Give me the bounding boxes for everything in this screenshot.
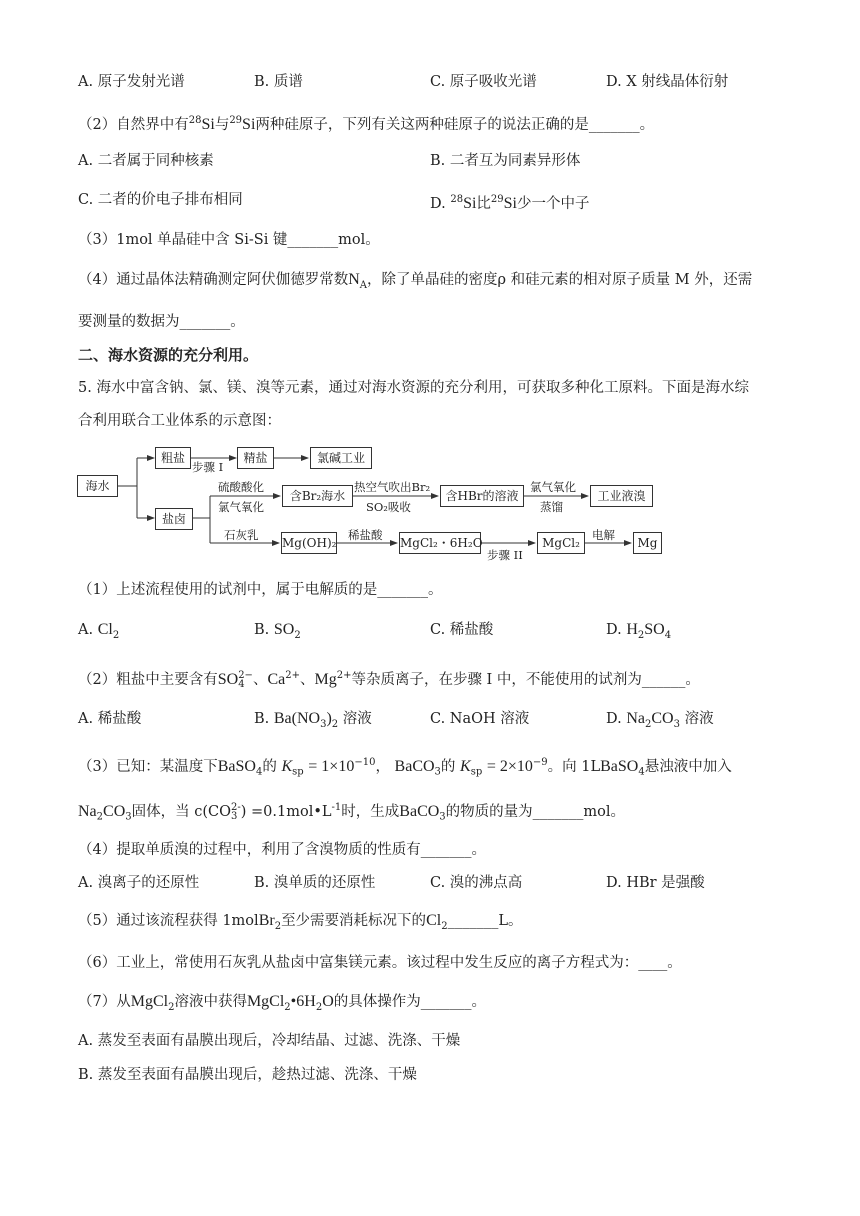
option-b: B. 溴单质的还原性	[254, 875, 376, 891]
box-seawater: 海水	[77, 475, 118, 497]
option-b: B. $SO_2$	[254, 621, 301, 641]
option-d: D. X 射线晶体衍射	[606, 74, 729, 90]
option-c: C. 稀盐酸	[430, 622, 494, 638]
option-d: D. HBr 是强酸	[606, 875, 705, 891]
box-mgcl2-hydrate: MgCl₂・6H₂O	[399, 532, 481, 554]
option-c: C. 溴的沸点高	[430, 875, 523, 891]
box-chlor-alkali: 氯碱工业	[310, 447, 372, 469]
label-distill: 蒸馏	[540, 500, 563, 514]
sub-7: （7）从MgCl$_2$溶液中获得$MgCl_2•6H_2O$的具体操作为_______。	[78, 993, 487, 1013]
box-brine: 盐卤	[155, 508, 193, 530]
box-mg: Mg	[633, 532, 662, 554]
option-a: A. 二者属于同种核素	[78, 153, 214, 169]
option-a: A. $Cl_2$	[78, 621, 120, 641]
sub-3: （3）已知：某温度下BaSO$_4$的 $K_{sp} = 1\times 10^{-10}$， BaCO$_3$的 $K_{sp} = 2\times 10^{-9}$。向 1LBaSO$_4$悬浊液中加入	[78, 757, 732, 778]
label-dilute-hcl: 稀盐酸	[348, 528, 383, 542]
label-hot-air: 热空气吹出Br₂	[354, 480, 431, 494]
option-b: B. 蒸发至表面有晶膜出现后，趁热过滤、洗涤、干燥	[78, 1067, 417, 1083]
sub-2: （2）粗盐中主要含有SO 2− 4 、$Ca^{2+}$、$Mg^{2+}$等杂质离子，在步骤 I 中，不能使用的试剂为______。	[78, 669, 700, 690]
label-chlorine-oxidize: 氯气氧化	[218, 500, 264, 514]
sub-3-cont: $Na_2CO_3$固体，当 c(CO 2- 3 ) $=0.1mol•L^{-1}$时，生成BaCO$_3$的物质的量为_______mol。	[78, 801, 626, 823]
option-c: C. 原子吸收光谱	[430, 74, 537, 90]
label-step2: 步骤 II	[487, 548, 523, 562]
box-br2-seawater: 含Br₂海水	[282, 485, 353, 507]
option-a: A. 原子发射光谱	[78, 74, 185, 90]
question-4-cont: 要测量的数据为_______。	[78, 314, 245, 330]
sub-4: （4）提取单质溴的过程中，利用了含溴物质的性质有_______。	[78, 842, 486, 858]
sub-1: （1）上述流程使用的试剂中，属于电解质的是_______。	[78, 582, 443, 598]
section-title: 二、海水资源的充分利用。	[78, 346, 259, 364]
option-d: D. $Na_2CO_3$ 溶液	[606, 710, 714, 730]
box-refined-salt: 精盐	[237, 447, 274, 469]
question-2: （2）自然界中有$^{28}$Si与$^{29}$Si两种硅原子，下列有关这两种硅原子的说法正确的是_______。	[78, 115, 655, 133]
q5-intro: 5. 海水中富含钠、氯、镁、溴等元素，通过对海水资源的充分利用，可获取多种化工原料。下面是海水综	[78, 380, 749, 396]
option-d: D. $^{28}$Si比$^{29}$Si少一个中子	[430, 194, 590, 212]
option-b: B. 二者互为同素异形体	[430, 153, 581, 169]
sub-6: （6）工业上，常使用石灰乳从盐卤中富集镁元素。该过程中发生反应的离子方程式为：____。	[78, 955, 682, 971]
option-b: B. $Ba(NO_3)_2$ 溶液	[254, 710, 372, 730]
option-b: B. 质谱	[254, 74, 303, 90]
sub-5: （5）通过该流程获得 1molBr$_2$至少需要消耗标况下的$Cl_2\_\_\_\_\_\_\_L$。	[78, 912, 523, 932]
label-so2-absorb: SO₂吸收	[366, 500, 411, 514]
q5-intro-cont: 合利用联合工业体系的示意图：	[78, 413, 281, 429]
label-electrolysis: 电解	[592, 528, 615, 542]
question-4: （4）通过晶体法精确测定阿伏伽德罗常数$N_A$，除了单晶硅的密度ρ 和硅元素的相对原子质量 M 外，还需	[78, 271, 753, 291]
label-step1: 步骤 I	[192, 460, 224, 474]
option-a: A. 稀盐酸	[78, 711, 142, 727]
box-mgcl2: MgCl₂	[537, 532, 585, 554]
flow-diagram	[0, 0, 860, 560]
label-chlorine-oxidize-2: 氯气氧化	[530, 480, 576, 494]
option-c: C. 二者的价电子排布相同	[78, 192, 243, 208]
option-a: A. 溴离子的还原性	[78, 875, 200, 891]
question-3: （3）1mol 单晶硅中含 Si-Si 键_______mol。	[78, 232, 380, 248]
label-lime-milk: 石灰乳	[224, 528, 259, 542]
flow-arrows	[0, 0, 860, 560]
box-industrial-bromine: 工业液溴	[590, 485, 653, 507]
option-d: D. $H_2SO_4$	[606, 621, 672, 641]
option-c: C. NaOH 溶液	[430, 711, 530, 727]
box-hbr-solution: 含HBr的溶液	[440, 485, 524, 507]
box-crude-salt: 粗盐	[155, 447, 191, 469]
box-mgoh2: Mg(OH)₂	[281, 532, 337, 554]
option-a: A. 蒸发至表面有晶膜出现后，冷却结晶、过滤、洗涤、干燥	[78, 1033, 461, 1049]
label-acidify: 硫酸酸化	[218, 480, 264, 494]
